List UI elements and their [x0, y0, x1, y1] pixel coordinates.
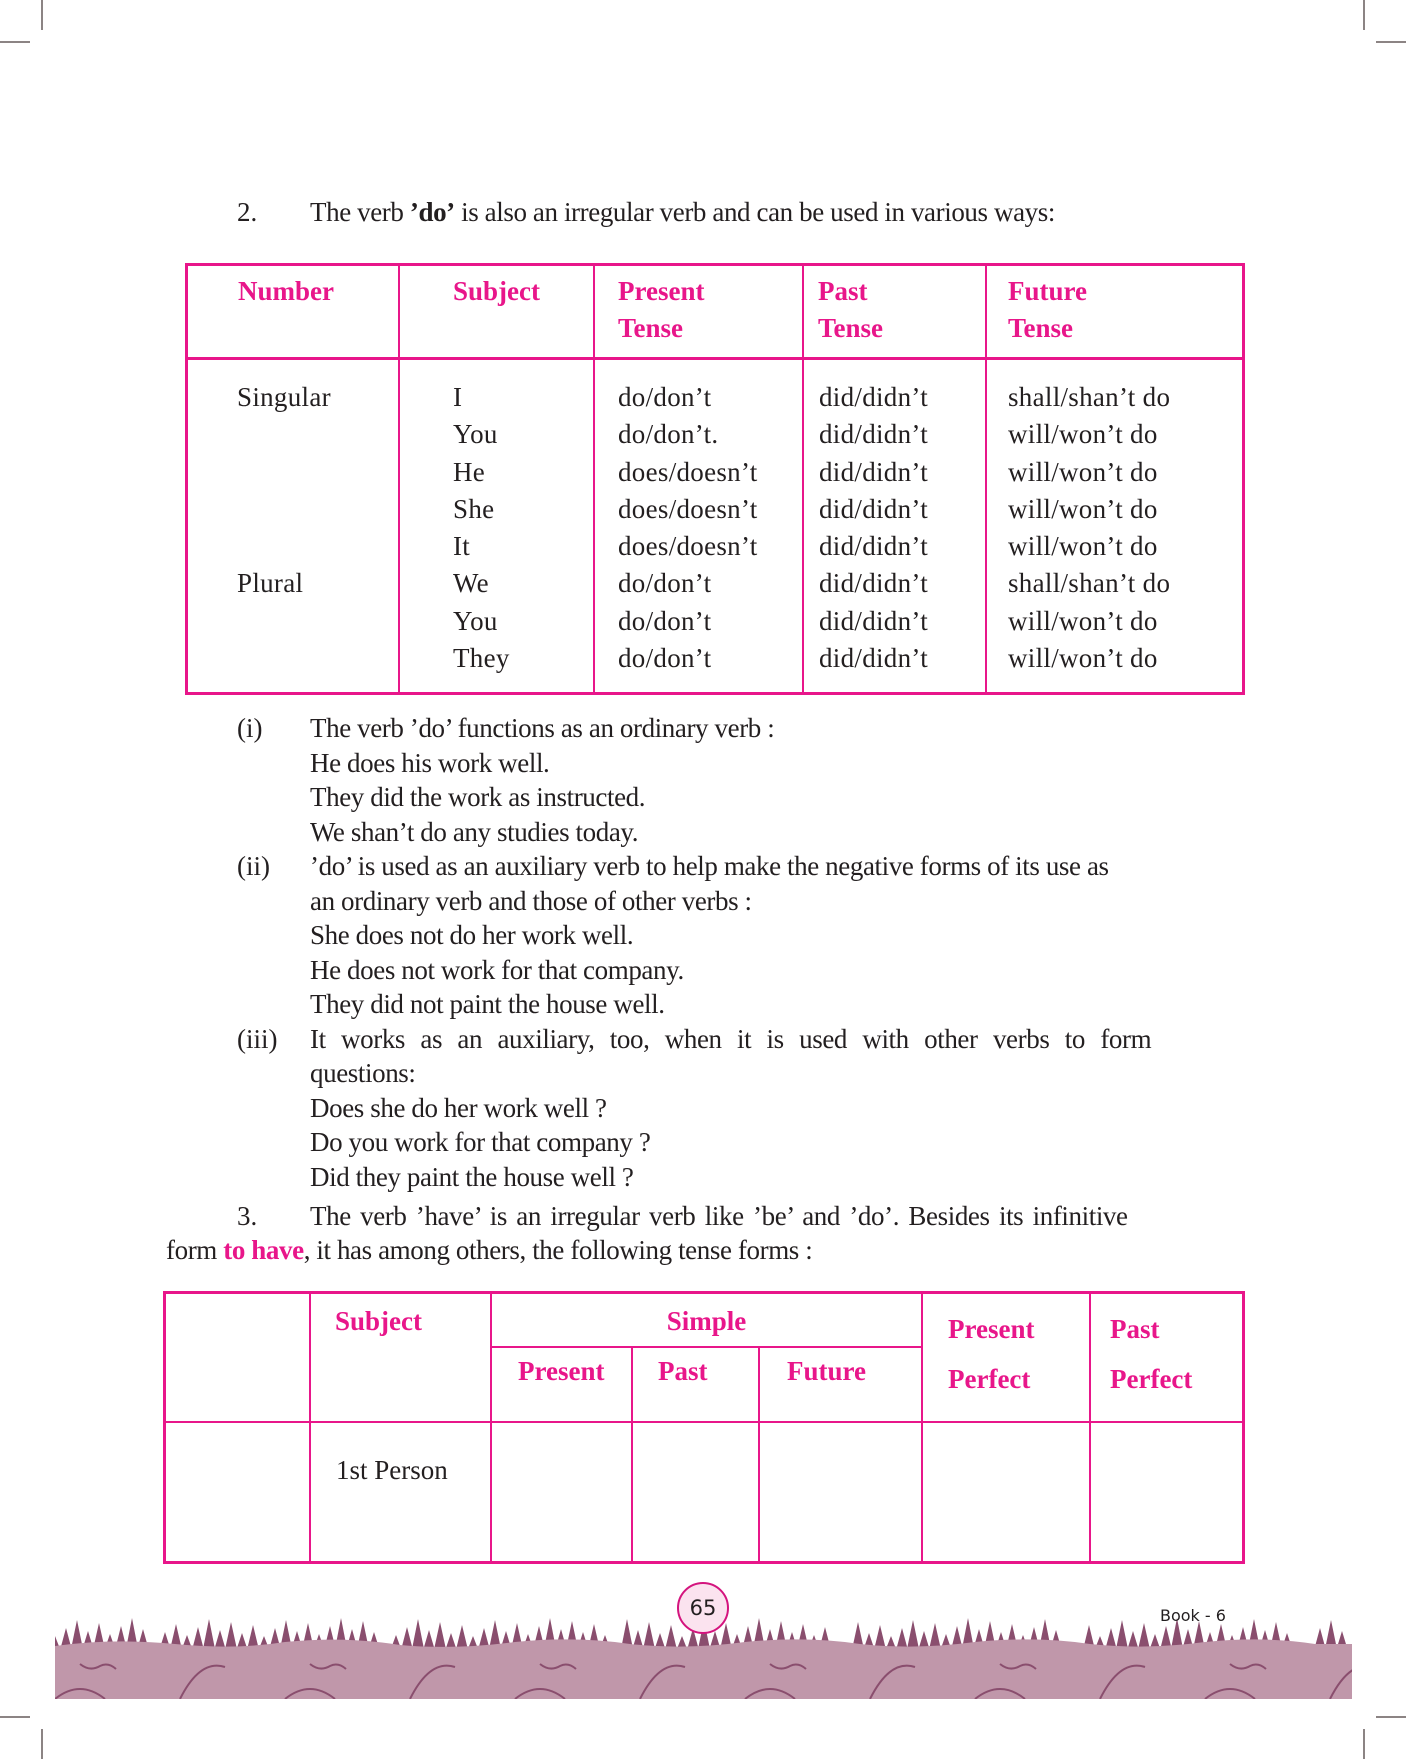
section3-line: The verb ’have’ is an irregular verb like ’be’ and ’do’. Besides its infinitive	[310, 1201, 1128, 1231]
section-number: 2.	[237, 197, 258, 227]
cell-future: shall/shan’t do	[1008, 382, 1171, 412]
header-simple-future: Future	[787, 1356, 866, 1386]
header-past-tense	[818, 273, 883, 347]
intro-bold-term: ’do’	[409, 197, 455, 227]
header-simple: Simple	[666, 1306, 747, 1336]
cell-past: did/didn’t	[819, 531, 929, 562]
subject-column	[453, 379, 510, 677]
cell-number	[237, 640, 331, 677]
table-divider	[309, 1294, 311, 1561]
cell-future: shall/shan’t do	[1008, 568, 1171, 599]
table-divider	[802, 266, 804, 692]
table-divider	[985, 266, 987, 692]
section-intro	[310, 195, 1055, 229]
header-line: Subject	[453, 276, 540, 306]
cell-past: did/didn’t	[819, 456, 929, 487]
header-line: Present	[948, 1314, 1035, 1344]
cell-subject: He	[453, 456, 486, 487]
cell-number: Singular	[237, 382, 331, 412]
future-column	[1008, 379, 1170, 677]
header-simple-present: Present	[518, 1356, 605, 1386]
table-divider	[631, 1347, 633, 1561]
intro-text: is also an irregular verb and can be used in various ways:	[454, 197, 1055, 227]
cell-present: do/don’t.	[618, 419, 719, 450]
cell-present: do/don’t	[618, 382, 712, 412]
point-line: questions:	[310, 1058, 416, 1088]
header-line: Future	[1008, 276, 1087, 306]
cell-number	[237, 416, 331, 453]
cell-number	[237, 491, 331, 528]
crop-mark	[0, 1716, 30, 1718]
highlight-term: to have	[223, 1235, 304, 1265]
crop-mark	[1363, 0, 1365, 30]
point-marker: (ii)	[237, 851, 270, 881]
point-marker: (i)	[237, 713, 263, 743]
number-column	[237, 379, 331, 677]
section3-line	[166, 1233, 812, 1267]
table-divider	[758, 1347, 760, 1561]
header-line: Past	[1110, 1314, 1160, 1344]
cell-number	[237, 454, 331, 491]
point-line: an ordinary verb and those of other verbs :	[310, 885, 752, 916]
cell-present: does/doesn’t	[618, 456, 758, 487]
hill-band	[55, 1639, 1352, 1699]
header-line: Tense	[618, 313, 684, 343]
header-line: Past	[818, 276, 868, 306]
header-line: Perfect	[1110, 1364, 1193, 1394]
cell-present: does/doesn’t	[618, 493, 758, 524]
crop-mark	[41, 0, 43, 30]
point-line: Does she do her work well ?	[310, 1092, 607, 1123]
header-present-tense	[618, 273, 704, 347]
header-simple-past: Past	[658, 1356, 708, 1386]
cell-future: will/won’t do	[1008, 419, 1158, 450]
cell-past: did/didn’t	[819, 419, 929, 450]
crop-mark	[1363, 1729, 1365, 1759]
text: form	[166, 1235, 224, 1265]
header-line: Present	[618, 276, 705, 306]
header-subject	[453, 273, 540, 310]
cell-past: did/didn’t	[819, 605, 929, 636]
point-line: ’do’ is used as an auxiliary verb to help make the negative forms of its use as	[310, 851, 1109, 881]
cell-present: does/doesn’t	[618, 531, 758, 562]
crop-mark	[0, 41, 30, 43]
cell-future: will/won’t do	[1008, 643, 1158, 674]
crop-mark	[1376, 41, 1406, 43]
table-divider	[398, 266, 400, 692]
page-number: 65	[677, 1582, 729, 1634]
point-line: Did they paint the house well ?	[310, 1161, 634, 1192]
cell-subject: They	[453, 643, 510, 674]
cell-subject: You	[453, 419, 498, 450]
cell-past: did/didn’t	[819, 643, 929, 674]
crop-mark	[1376, 1716, 1406, 1718]
intro-text: The verb	[310, 197, 410, 227]
cell-future: will/won’t do	[1008, 531, 1158, 562]
cell-present: do/don’t	[618, 568, 712, 599]
point-line: We shan’t do any studies today.	[310, 816, 639, 847]
header-future-tense	[1008, 273, 1087, 347]
crop-mark	[41, 1729, 43, 1759]
cell-subject: I	[453, 382, 463, 412]
header-past-perfect	[1110, 1304, 1192, 1404]
table-divider	[166, 1421, 1242, 1423]
section-number: 3.	[237, 1201, 258, 1231]
cell-number	[237, 528, 331, 565]
point-line: They did the work as instructed.	[310, 782, 646, 812]
cell-number: Plural	[237, 568, 304, 599]
present-column	[618, 379, 758, 677]
header-line: Tense	[1008, 313, 1074, 343]
point-line: It works as an auxiliary, too, when it is used with other verbs to form	[310, 1023, 1152, 1054]
text: , it has among others, the following tense forms :	[303, 1235, 813, 1265]
cell-past: did/didn’t	[819, 382, 929, 412]
point-line: Do you work for that company ?	[310, 1127, 651, 1157]
cell-past: did/didn’t	[819, 493, 929, 524]
book-label: Book - 6	[1160, 1606, 1226, 1625]
cell-subject: She	[453, 493, 495, 524]
header-line: Perfect	[948, 1364, 1031, 1394]
header-present-perfect	[948, 1304, 1034, 1404]
table-divider	[593, 266, 595, 692]
header-line: Tense	[818, 313, 884, 343]
point-line: The verb ’do’ functions as an ordinary verb :	[310, 713, 775, 743]
do-verb-table	[185, 263, 1245, 695]
header-line: Number	[238, 276, 334, 306]
table-divider	[188, 357, 1242, 360]
cell-past: did/didn’t	[819, 568, 929, 599]
point-line: She does not do her work well.	[310, 920, 634, 950]
point-line: They did not paint the house well.	[310, 989, 665, 1019]
row-subject: 1st Person	[336, 1455, 448, 1485]
past-column	[819, 379, 928, 677]
point-line: He does not work for that company.	[310, 954, 684, 985]
table-divider	[490, 1346, 923, 1348]
cell-present: do/don’t	[618, 605, 712, 636]
header-subject: Subject	[335, 1306, 422, 1336]
cell-number	[237, 603, 331, 640]
cell-subject: We	[453, 568, 489, 599]
point-marker: (iii)	[237, 1023, 278, 1054]
cell-future: will/won’t do	[1008, 493, 1158, 524]
cell-present: do/don’t	[618, 643, 712, 674]
point-line: He does his work well.	[310, 747, 550, 778]
cell-subject: You	[453, 605, 498, 636]
have-verb-table	[163, 1291, 1245, 1564]
cell-subject: It	[453, 531, 471, 562]
header-number	[238, 273, 334, 310]
cell-future: will/won’t do	[1008, 456, 1158, 487]
table-divider	[1089, 1294, 1091, 1561]
cell-future: will/won’t do	[1008, 605, 1158, 636]
